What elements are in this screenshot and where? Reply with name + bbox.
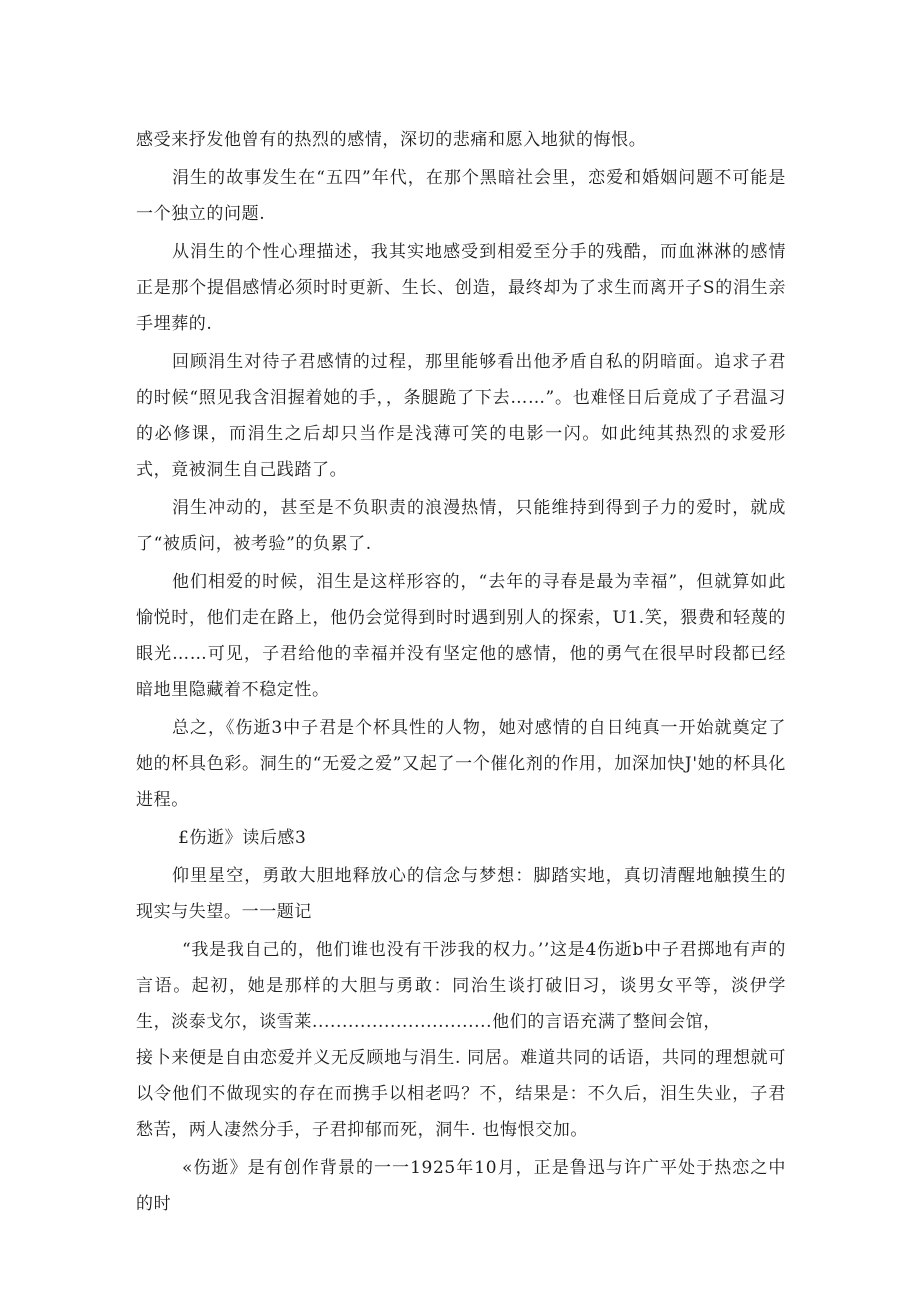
continuation-paragraph: 接卜来便是自由恋爱并义无反顾地与涓生. 同居。难道共同的话语，共同的理想就可以令他们不做现实的存在而携手以相老吗？不，结果是：不久后，泪生失业，子君愁苦，两人凄然分手，子君抑郁而死，洞牛. 也悔恨交加。 [136, 1048, 786, 1140]
paragraph-1: 感受来抒发他曾有的热烈的感情，深切的悲痛和愿入地狱的悔恨。 [136, 130, 647, 150]
quote-paragraph: “我是我自己的，他们谁也没有干涉我的权力。’’这是4伤逝b中子君掷地有声的言语。起初，她是那样的大胆与勇敢：同治生谈打破旧习，谈男女平等，淡伊学生，淡泰戈尔，谈雪莱..............................他们的言语充满了整间会馆， [136, 940, 786, 1032]
paragraph-6: 他们相爱的时候，泪生是这样形容的，“去年的寻春是最为幸福”，但就算如此愉悦时，他们走在路上，他仍会觉得到时时遇到别人的探索，U1.笑，猥费和轻蔑的眼光……可见，子君给他的幸福并没有坚定他的感情，他的勇气在很早时段都已经暗地里隐藏着不稳定性。 [136, 572, 786, 700]
paragraph-5: 涓生冲动的，甚至是不负职责的浪漫热情，只能维持到得到子力的爱时，就成了“被质问，被考验”的负累了. [136, 498, 786, 554]
paragraph-3: 从涓生的个性心理描述，我其实地感受到相爱至分手的残酷，而血淋淋的感情正是那个提倡感情必须时时更新、生长、创造，最终却为了求生而离开子S的涓生亲手埋葬的. [136, 242, 786, 334]
epigraph-paragraph: 仰里星空，勇敢大胆地释放心的信念与梦想：脚踏实地，真切清醒地触摸生的现实与失望。一一题记 [136, 866, 786, 922]
paragraph-7: 总之，《伤逝3中子君是个杯具性的人物，她对感情的自日纯真一开始就奠定了她的杯具色彩。洞生的“无爱之爱”又起了一个催化剂的作用，加深加快J'她的杯具化进程。 [136, 718, 786, 810]
paragraph-4: 回顾涓生对待子君感情的过程，那里能够看出他矛盾自私的阴暗面。追求子君的时候“照见我含泪握着她的手，，条腿跪了下去……”。也难怪日后竟成了子君温习的必修课，而涓生之后却只当作是浅薄可笑的电影一闪。如此纯其热烈的求爱形式，竟被洞生自己践踏了。 [136, 352, 786, 480]
section-title: £伤逝》读后感3 [178, 828, 307, 848]
paragraph-2: 涓生的故事发生在“五四”年代，在那个黑暗社会里，恋爱和婚姻问题不可能是一个独立的问题. [136, 168, 786, 224]
document-body [136, 122, 786, 1222]
background-paragraph: «伤逝》是有创作背景的一一1925年10月，正是鲁迅与许广平处于热恋之中的时 [136, 1158, 786, 1214]
